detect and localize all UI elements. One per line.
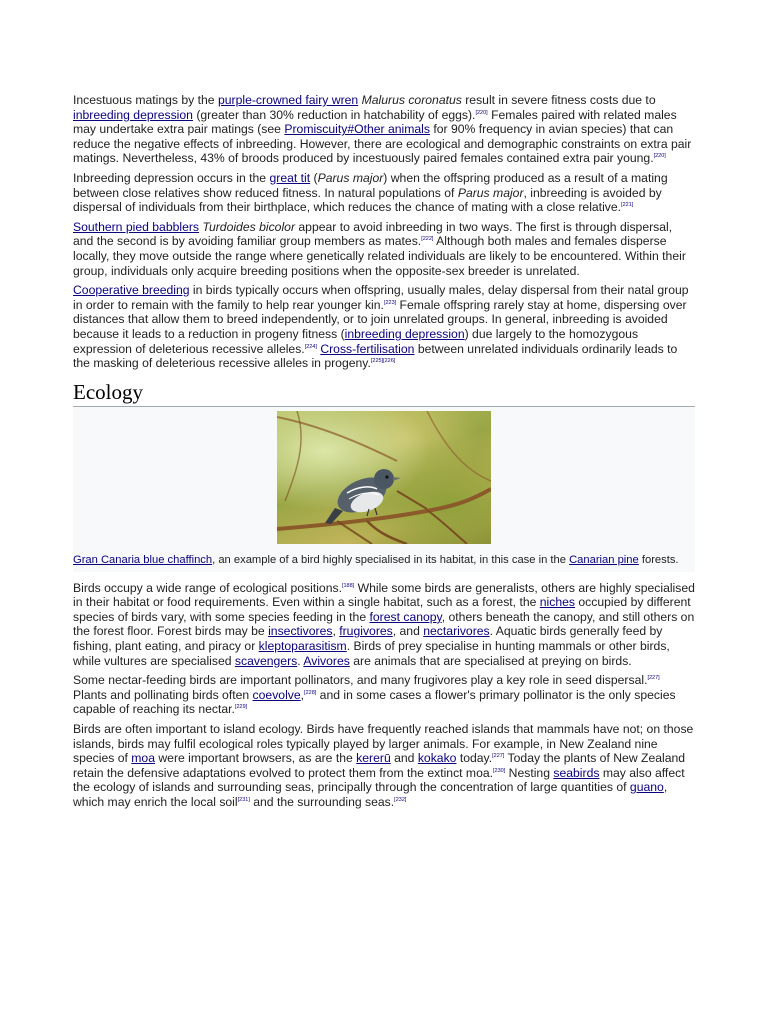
link-kereru[interactable]: kererū [356,751,391,766]
link-kokako[interactable]: kokako [417,751,457,766]
link-inbreeding-depression[interactable]: inbreeding depression [73,107,193,122]
link-promiscuity-other-animals[interactable]: Promiscuity#Other animals [284,122,430,137]
link-guano[interactable]: guano [629,780,664,795]
link-niches[interactable]: niches [539,595,576,610]
citation-223[interactable]: [223] [383,299,397,306]
citation-224[interactable]: [224] [304,343,317,350]
citation-220[interactable]: [220] [475,109,488,116]
link-canarian-pine[interactable]: Canarian pine [569,553,639,566]
citation-188[interactable]: [188] [341,582,355,589]
link-southern-pied-babblers[interactable]: Southern pied babblers [73,219,200,234]
chaffinch-illustration [277,411,491,544]
paragraph-ecological-positions: Birds occupy a wide range of ecological positions.[188] While some birds are generalists, others are highly specialised in their habitat or food requirements. Even within a single habitat, such as a forest, the niches occupied by different species of birds vary, with some species feeding in the forest canopy, others beneath the canopy, and still others on the forest floor. Forest birds may be insectivores, frugivores, and nectarivores. Aquatic birds generally feed by fishing, plant eating, and piracy or kleptoparasitism. Birds of prey specialise in hunting mammals or other birds, while vultures are specialised scavengers. Avivores are animals that are specialised at preying on birds. [73,580,695,668]
link-moa[interactable]: moa [131,751,155,766]
article-body [73,93,695,815]
citation-230[interactable]: [230] [493,767,506,774]
link-nectarivores[interactable]: nectarivores [423,624,490,639]
citation-227[interactable]: [227] [647,675,660,682]
link-great-tit[interactable]: great tit [269,170,311,185]
paragraph-pied-babblers: Southern pied babblers Turdoides bicolor appear to avoid inbreeding in two ways. The first is through dispersal, and the second is by avoiding familiar group members as mates.[222] Although both males and females disperse locally, they move outside the range where genetically related individuals are likely to be encountered. Within their group, individuals only acquire breeding positions when the opposite-sex breeder is unrelated. [73,219,686,278]
citation-232[interactable]: [232] [394,797,407,803]
link-cooperative-breeding[interactable]: Cooperative breeding [73,283,190,298]
link-purple-crowned-fairy-wren[interactable]: purple-crowned fairy wren [217,93,359,107]
link-cross-fertilisation[interactable]: Cross-fertilisation [320,341,415,356]
paragraph-fairy-wren: Incestuous matings by the purple-crowned fairy wren Malurus coronatus result in severe fitness costs due to inbreeding depression (greater than 30% reduction in hatchability of eggs).[220] Females paired with related males may undertake extra pair matings (see Promiscuity#Other animals for 90% frequency in avian species) that can reduce the negative effects of inbreeding. However, there are ecological and demographic constraints on extra pair matings. Nevertheless, 43% of broods produced by incestuously paired females contained extra pair young.[220] [73,93,692,166]
citation-222[interactable]: [222] [421,236,434,243]
citation-231[interactable]: [231] [237,797,250,803]
citation-221[interactable]: [221] [621,202,634,209]
link-gran-canaria-blue-chaffinch[interactable]: Gran Canaria blue chaffinch [73,553,213,566]
section-heading-ecology: Ecology [73,379,695,407]
link-frugivores[interactable]: frugivores [339,624,393,639]
paragraph-cooperative-breeding: Cooperative breeding in birds typically occurs when offspring, usually males, delay dispersal from their natal group in order to remain with the family to help rear younger kin.[223] Female offspring rarely stay at home, dispersing over distances that allow them to breed independently, or to join unrelated groups. In general, inbreeding is avoided because it leads to a reduction in progeny fitness (inbreeding depression) due largely to the homozygous expression of deleterious recessive alleles.[224] Cross-fertilisation between unrelated individuals ordinarily leads to the masking of deleterious recessive alleles in progeny.[225][226] [73,283,689,371]
citation-220-b[interactable]: [220] [653,153,666,160]
figure-chaffinch [73,407,695,572]
link-forest-canopy[interactable]: forest canopy [369,609,442,624]
citation-229[interactable]: [229] [234,704,248,711]
link-kleptoparasitism[interactable]: kleptoparasitism [258,639,347,654]
link-avivores[interactable]: Avivores [303,653,350,668]
link-inbreeding-depression-2[interactable]: inbreeding depression [344,326,465,341]
link-coevolve[interactable]: coevolve [252,687,301,702]
figure-caption: Gran Canaria blue chaffinch, an example of a bird highly specialised in its habitat, in this case in the Canarian pine forests. [73,553,679,566]
link-seabirds[interactable]: seabirds [553,765,600,780]
citation-227-b[interactable]: [227] [492,753,505,760]
paragraph-great-tit: Inbreeding depression occurs in the great tit (Parus major) when the offspring produced as a result of a mating between close relatives show reduced fitness. In natural populations of Parus major, inbreeding is avoided by dispersal of individuals from their birthplace, which reduces the chance of mating with a close relative.[221] [73,170,668,215]
paragraph-pollinators: Some nectar-feeding birds are important pollinators, and many frugivores play a key role in seed dispersal.[227] Plants and pollinating birds often coevolve,[228] and in some cases a flower's primary pollinator is the only species capable of reaching its nectar.[229] [73,673,676,717]
link-insectivores[interactable]: insectivores [268,624,333,639]
bird-photo[interactable] [277,411,491,544]
link-scavengers[interactable]: scavengers [234,653,298,668]
paragraph-island-ecology: Birds are often important to island ecology. Birds have frequently reached islands that mammals have not; on those islands, birds may fulfil ecological roles typically played by larger animals. For example, in New Zealand nine species of moa were important browsers, as are the kererū and kokako today.[227] Today the plants of New Zealand retain the defensive adaptations evolved to protect them from the extinct moa.[230] Nesting seabirds may also affect the ecology of islands and surrounding seas, principally through the concentration of large quantities of guano, which may enrich the local soil[231] and the surrounding seas.[232] [73,722,694,809]
citation-228[interactable]: [228] [304,689,317,696]
citation-225-226[interactable]: [225][226] [370,358,396,365]
